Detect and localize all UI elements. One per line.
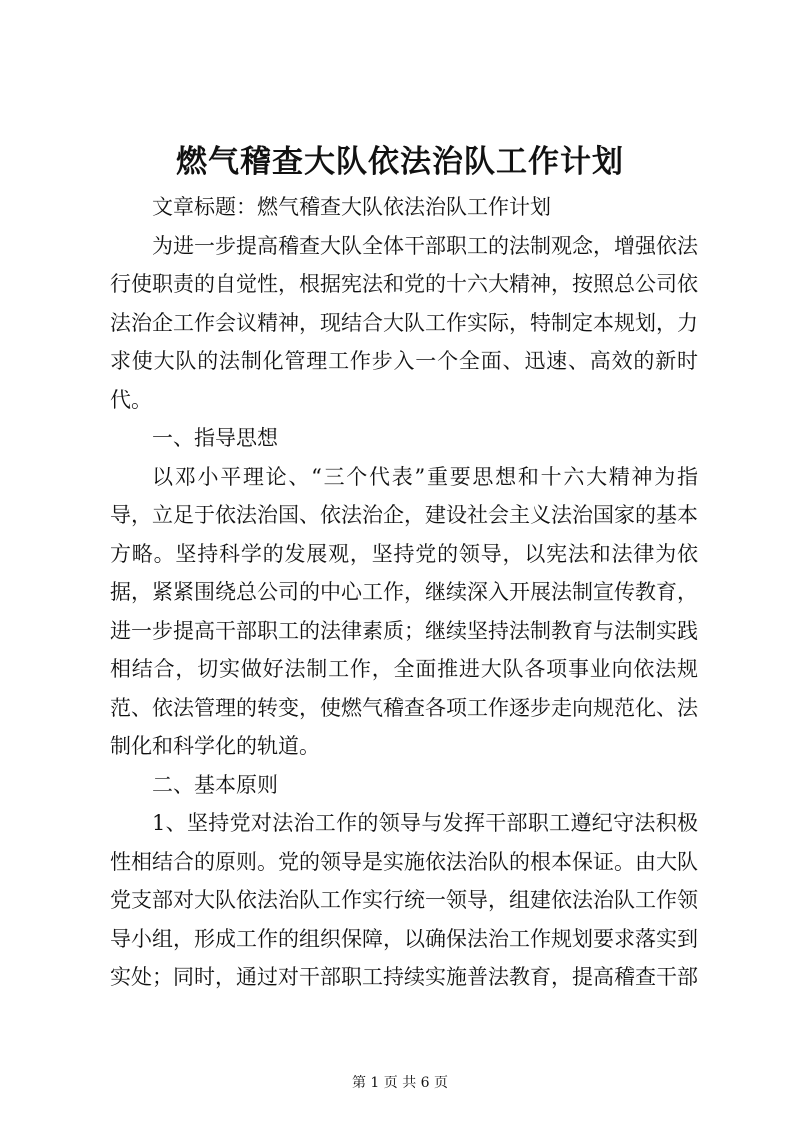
document-title: 燃气稽查大队依法治队工作计划 <box>176 144 624 180</box>
document-body <box>110 188 698 997</box>
section-heading-guiding-ideology: 一、指导思想 <box>152 426 278 450</box>
principle-one-paragraph: 1、坚持党对法治工作的领导与发挥干部职工遵纪守法积极性相结合的原则。党的领导是实施依法治队的根本保证。由大队党支部对大队依法治队工作实行统一领导，组建依法治队工作领导小组，形成工作的组织保障，以确保法治工作规划要求落实到实处；同时，通过对干部职工持续实施普法教育，提高稽查干部 <box>110 811 698 989</box>
guiding-ideology-paragraph: 以邓小平理论、“三个代表”重要思想和十六大精神为指导，立足于依法治国、依法治企，建设社会主义法治国家的基本方略。坚持科学的发展观，坚持党的领导，以宪法和法律为依据，紧紧围绕总公司的中心工作，继续深入开展法制宣传教育，进一步提高干部职工的法律素质；继续坚持法制教育与法制实践相结合，切实做好法制工作，全面推进大队各项事业向依法规范、依法管理的转变，使燃气稽查各项工作逐步走向规范化、法制化和科学化的轨道。 <box>110 464 698 758</box>
section-heading-basic-principles: 二、基本原则 <box>152 772 278 797</box>
intro-paragraph: 为进一步提高稽查大队全体干部职工的法制观念，增强依法行使职责的自觉性，根据宪法和党的十六大精神，按照总公司依法治企工作会议精神，现结合大队工作实际，特制定本规划，力求使大队的法制化管理工作步入一个全面、迅速、高效的新时代。 <box>110 233 698 412</box>
article-title-line: 文章标题：燃气稽查大队依法治队工作计划 <box>152 195 551 219</box>
page-footer: 第 1 页 共 6 页 <box>351 1075 449 1091</box>
